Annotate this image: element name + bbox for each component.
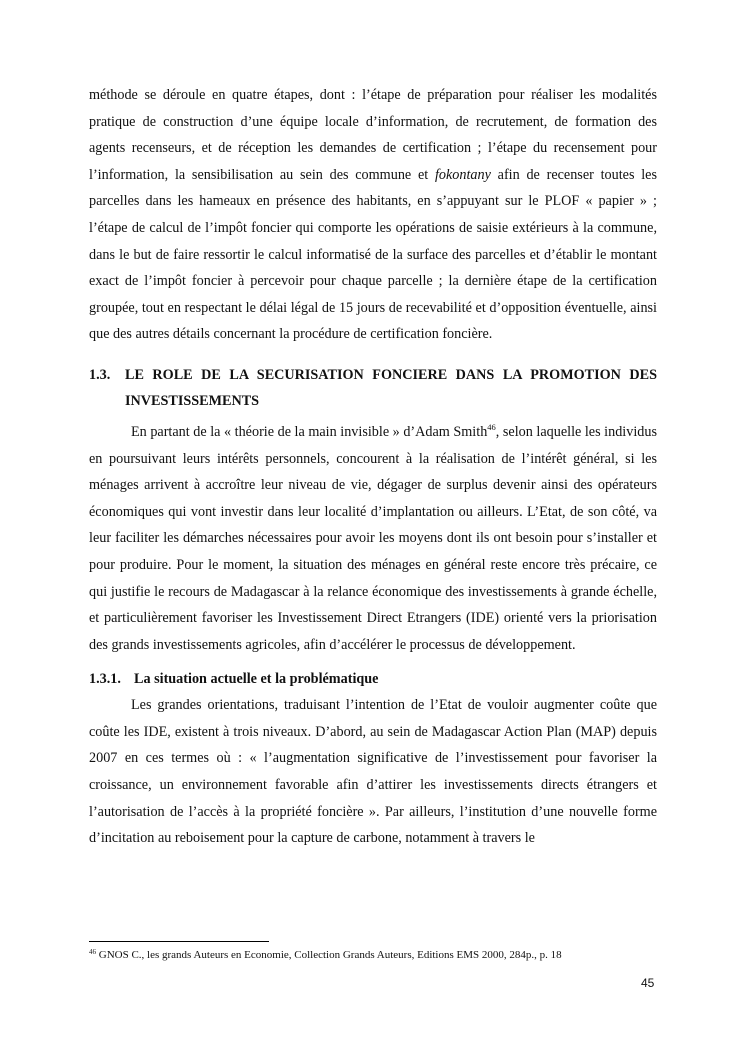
paragraph-text: méthode se déroule en quatre étapes, dont : l’étape de préparation pour réaliser les modalités pratique de construction d’une équipe locale d’information, de recrutement, de formation des agents recenseurs, et de réception les demandes de certification ; l’étape du recensement pour l’information, la sensibilisation au sein des commune et (89, 87, 657, 183)
paragraph-text: , selon laquelle les individus en poursuivant leurs intérêts personnels, concourent à la réalisation de l’intérêt général, si les ménages arrivent à accroître leur niveau de vie, dégager de surplus devenir ainsi des opérateurs économiques qui vont investir dans leur localité d’implantation ou ailleurs. L’Etat, de son côté, va leur faciliter les démarches nécessaires pour avoir les moyens dont ils ont besoin pour s’installer et pour produire. Pour le moment, la situation des ménages en général reste encore très précaire, ce qui justifie le recours de Madagascar à la relance économique des investissements à grande échelle, et particulièrement favoriser les Investissement Direct Etrangers (IDE) orienté vers la priorisation des grands investissements agricoles, afin d’accélérer le processus de développement. (89, 423, 657, 653)
footnote (89, 948, 669, 962)
emphasis-fokontany: fokontany (434, 166, 491, 183)
page-body (89, 82, 657, 852)
section-number: 1.3. (89, 366, 111, 383)
paragraph-text: afin de recenser toutes les parcelles dans les hameaux en présence des habitants, en s’appuyant sur le PLOF « papier » ; l’étape de calcul de l’impôt foncier qui comporte les opérations de saisie extérieurs à la commune, dans le but de faire ressortir le calcul informatisé de la surface des parcelles et d’établir le montant exact de l’impôt foncier à percevoir pour chaque parcelle ; la dernière étape de la certification groupée, tout en respectant le délai légal de 15 jours de recevabilité et d’opposition éventuelle, ainsi que des autres détails concernant la procédure de certification foncière. (89, 166, 657, 343)
subsection-heading (89, 666, 657, 692)
subsection-number: 1.3.1. (89, 671, 121, 688)
paragraph-orientations: Les grandes orientations, traduisant l’intention de l’Etat de vouloir augmenter coûte que coûte les IDE, existent à trois niveaux. D’abord, au sein de Madagascar Action Plan (MAP) depuis 2007 en ces termes où : « l’augmentation significative de l’investissement pour favoriser la croissance, un environnement favorable afin d’attirer les investissements directs étrangers et l’autorisation de l’accès à la propriété foncière ». Par ailleurs, l’institution d’une nouvelle forme d’incitation au reboisement pour la capture de carbone, notamment à travers le (89, 697, 657, 847)
page-number: 45 (641, 976, 655, 990)
subsection-title: La situation actuelle et la problématique (134, 671, 379, 688)
section-heading (89, 362, 657, 414)
paragraph-text: En partant de la « théorie de la main invisible » d’Adam Smith (131, 423, 488, 440)
section-title: LE ROLE DE LA SECURISATION FONCIERE DANS LA PROMOTION DES INVESTISSEMENTS (125, 366, 657, 409)
paragraph-adam-smith (89, 419, 657, 658)
footnote-number: 46 (89, 948, 96, 956)
paragraph-methode (89, 82, 657, 348)
footnote-reference[interactable]: 46 (487, 421, 496, 432)
footnote-separator (89, 941, 269, 942)
footnote-text: GNOS C., les grands Auteurs en Economie, Collection Grands Auteurs, Editions EMS 2000, 284p., p. 18 (96, 949, 562, 961)
